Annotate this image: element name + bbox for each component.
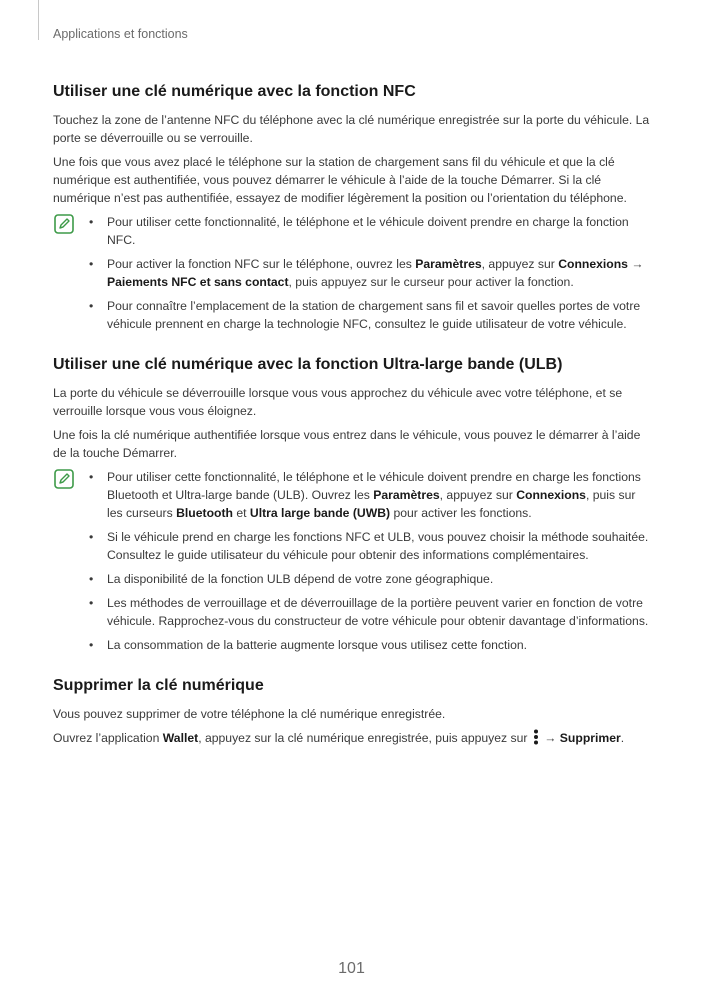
- section-header: Applications et fonctions: [53, 27, 188, 41]
- list-item: • Pour utiliser cette fonctionnalité, le téléphone et le véhicule doivent prendre en charge les fonctions Bluetooth et Ultra-large bande (ULB). Ouvrez les Paramètres, appuyez sur Connexions, puis sur les curseurs Bluetooth et Ultra large bande (UWB) pour activer les fonctions.: [89, 468, 653, 522]
- ulb-section-title: Utiliser une clé numérique avec la fonction Ultra-large bande (ULB): [53, 356, 563, 373]
- list-item: • Pour activer la fonction NFC sur le téléphone, ouvrez les Paramètres, appuyez sur Connexions → Paiements NFC et sans contact, puis appuyez sur le curseur pour activer la fonction.: [89, 255, 653, 291]
- list-item: • Pour utiliser cette fonctionnalité, le téléphone et le véhicule doivent prendre en charge la fonction NFC.: [89, 213, 653, 249]
- page-content: [53, 82, 653, 753]
- ulb-note: [53, 468, 653, 654]
- delete-section-title: Supprimer la clé numérique: [53, 677, 264, 694]
- header-rule: [38, 0, 39, 40]
- list-item: • Pour connaître l’emplacement de la station de chargement sans fil et savoir quelles portes de votre véhicule prennent en charge la technologie NFC, consultez le guide utilisateur de votre véhicule.: [89, 297, 653, 333]
- nfc-note-list: [89, 213, 653, 333]
- page-number: 101: [338, 960, 365, 977]
- delete-paragraph-2: Ouvrez l’application Wallet, appuyez sur la clé numérique enregistrée, puis appuyez sur → Supprimer.: [53, 731, 625, 745]
- list-item: • Les méthodes de verrouillage et de déverrouillage de la portière peuvent varier en fonction de votre véhicule. Rapprochez-vous du constructeur de votre véhicule pour obtenir davantage d’informations.: [89, 594, 653, 630]
- note-icon: [54, 214, 74, 234]
- more-options-icon: [533, 729, 539, 745]
- list-item: • Si le véhicule prend en charge les fonctions NFC et ULB, vous pouvez choisir la méthode souhaitée. Consultez le guide utilisateur du véhicule pour obtenir des informations complémentaires.: [89, 528, 653, 564]
- nfc-section-title: Utiliser une clé numérique avec la fonction NFC: [53, 83, 416, 100]
- nfc-paragraph-1: Touchez la zone de l’antenne NFC du téléphone avec la clé numérique enregistrée sur la porte du véhicule. La porte se déverrouille ou se verrouille.: [53, 113, 650, 145]
- ulb-paragraph-1: La porte du véhicule se déverrouille lorsque vous vous approchez du véhicule avec votre téléphone, et se verrouille lorsque vous vous éloignez.: [53, 386, 623, 418]
- nfc-paragraph-2: Une fois que vous avez placé le téléphone sur la station de chargement sans fil du véhicule et que la clé numérique est authentifiée, vous pouvez démarrer le véhicule à l’aide de la touche Démarrer. Si la clé numérique n’est pas authentifiée, essayez de modifier légèrement la position ou l’orientation du téléphone.: [53, 155, 627, 205]
- ulb-paragraph-2: Une fois la clé numérique authentifiée lorsque vous entrez dans le véhicule, vous pouvez le démarrer à l’aide de la touche Démarrer.: [53, 428, 641, 460]
- note-icon: [54, 469, 74, 489]
- nfc-note: [53, 213, 653, 333]
- list-item: • La consommation de la batterie augmente lorsque vous utilisez cette fonction.: [89, 636, 653, 654]
- ulb-note-list: [89, 468, 653, 654]
- delete-paragraph-1: Vous pouvez supprimer de votre téléphone la clé numérique enregistrée.: [53, 707, 446, 721]
- list-item: • La disponibilité de la fonction ULB dépend de votre zone géographique.: [89, 570, 653, 588]
